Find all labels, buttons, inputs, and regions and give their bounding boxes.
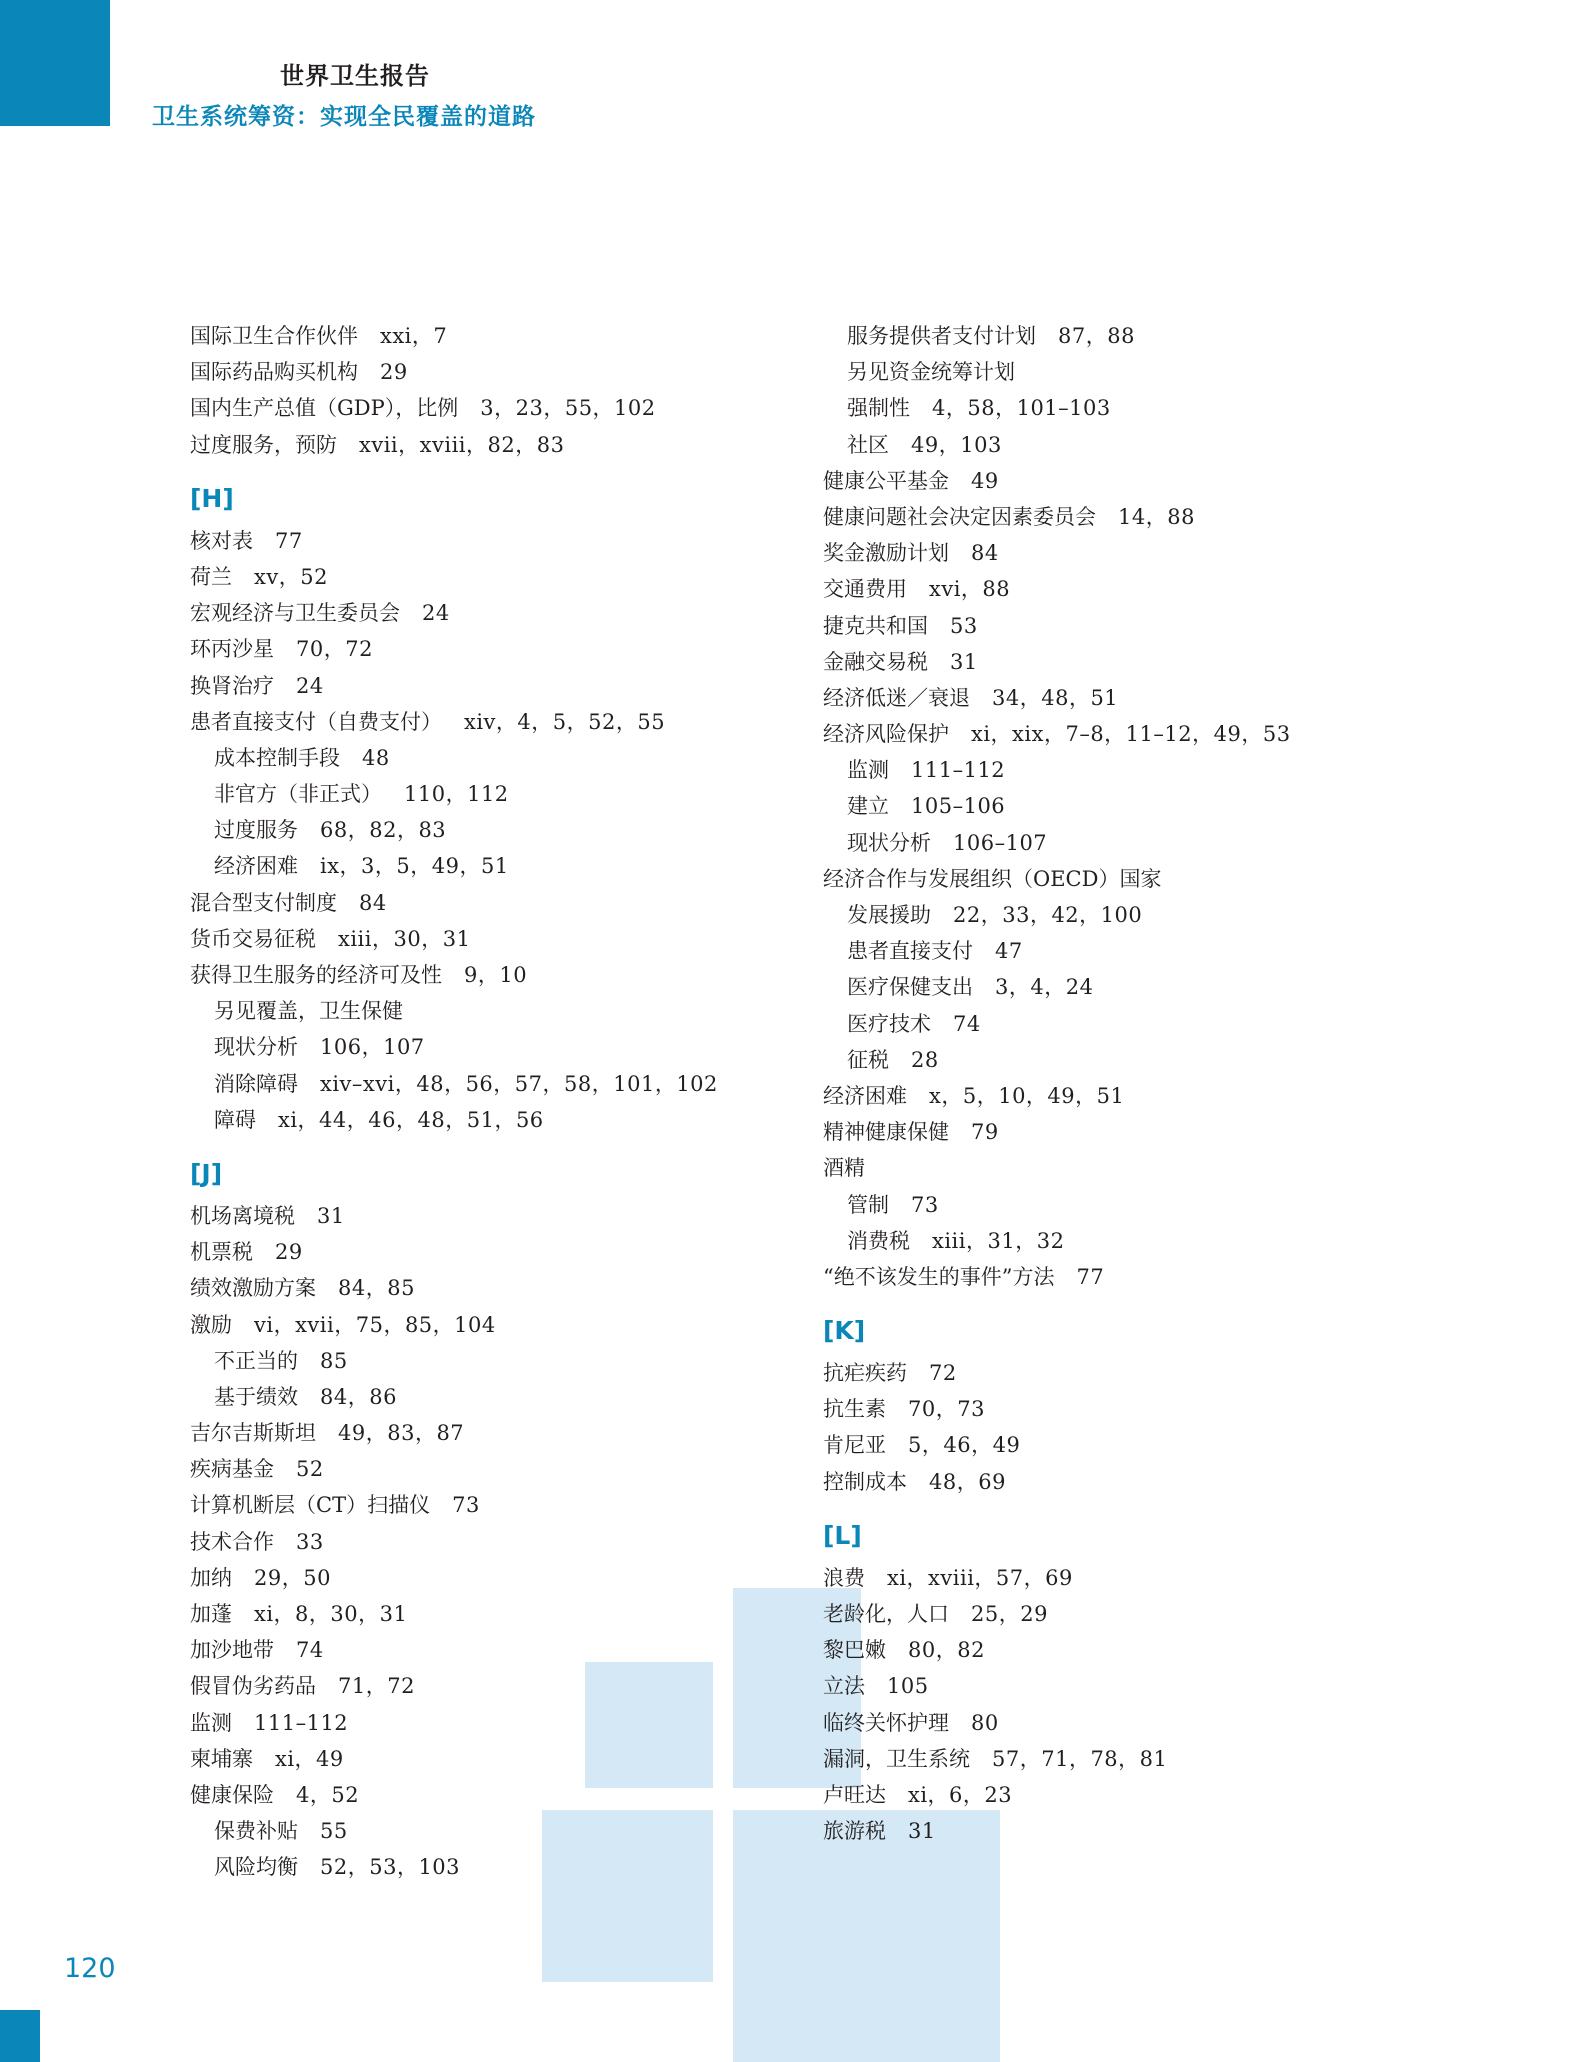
index-pages: 80 [971,1710,999,1735]
index-pages: 105–106 [911,794,1006,819]
index-term: 过度服务 [214,818,298,843]
index-pages: 4，58，101–103 [932,396,1111,421]
index-subentry [190,848,810,884]
index-term: 捷克共和国 [823,613,928,638]
index-pages: 34，48，51 [992,685,1119,710]
index-term: 黎巴嫩 [823,1638,886,1663]
index-term: 技术合作 [190,1529,274,1554]
index-term: 旅游税 [823,1819,886,1844]
index-term: 国内生产总值（GDP），比例 [190,396,459,421]
index-entry [823,1427,1443,1463]
index-term: 抗生素 [823,1397,886,1422]
index-column-left [190,318,810,1886]
index-term: 加纳 [190,1565,232,1590]
index-pages: xxi，7 [380,324,448,348]
index-entry [823,1596,1443,1632]
index-pages: 52 [296,1457,324,1482]
index-subentry [190,1849,810,1885]
index-pages: 84 [359,890,387,915]
index-term: 患者直接支付 [847,939,973,964]
index-term: 获得卫生服务的经济可及性 [190,963,442,987]
index-entry [190,921,810,957]
index-term: 过度服务，预防 [190,432,337,457]
index-entry [190,354,810,390]
index-pages: 25，29 [971,1602,1048,1626]
index-entry [823,571,1443,607]
index-pages: 49，83，87 [338,1421,465,1446]
index-entry [190,1415,810,1451]
index-pages: 53 [950,613,978,638]
index-subentry [823,1042,1443,1078]
index-term: 加沙地带 [190,1638,274,1663]
index-pages: 49，103 [911,432,1002,457]
index-pages: xi，xix，7–8，11–12，49，53 [971,722,1291,747]
index-term: 健康问题社会决定因素委员会 [823,504,1096,529]
index-entry [190,631,810,667]
index-pages: 70，73 [908,1397,985,1422]
index-entry [823,1668,1443,1704]
index-term: 卢旺达 [823,1782,886,1807]
index-term: 吉尔吉斯斯坦 [190,1421,316,1446]
index-pages: xv，52 [254,564,328,589]
index-subentry [823,390,1443,426]
index-pages: 77 [1076,1264,1105,1289]
index-subentry [823,969,1443,1005]
index-pages: 31 [950,649,978,674]
index-pages: xvii，xviii，82，83 [359,432,565,457]
index-subentry [823,933,1443,969]
index-entry [823,1560,1443,1596]
index-entry [190,1524,810,1560]
index-pages: 79 [971,1120,999,1145]
index-pages: 84，86 [320,1384,397,1409]
corner-accent-block [0,2010,40,2062]
index-entry [823,1391,1443,1427]
index-term: 混合型支付制度 [190,890,337,915]
index-term: 征税 [847,1047,889,1072]
index-pages: 55 [320,1819,348,1844]
index-entry [190,1451,810,1487]
index-entry [190,1705,810,1741]
index-pages: 87，88 [1058,324,1135,348]
index-entry [190,1596,810,1632]
index-subentry [823,788,1443,824]
index-term: 成本控制手段 [214,745,340,770]
index-pages: 57，71，78，81 [992,1746,1168,1771]
report-subtitle: 卫生系统筹资：实现全民覆盖的道路 [152,104,536,130]
index-subentry [823,427,1443,463]
index-term: 非官方（非正式） [214,782,382,807]
index-pages: ix，3，5，49，51 [320,854,509,879]
index-entry [823,1705,1443,1741]
index-pages: 29 [380,360,408,385]
index-pages: 85 [320,1348,348,1373]
index-entry [190,704,810,740]
index-entry [823,463,1443,499]
index-subentry [823,318,1443,354]
index-pages: 73 [911,1192,939,1217]
index-subentry [190,812,810,848]
index-pages: 49 [971,468,999,493]
index-term: 监测 [190,1710,232,1735]
index-term: 控制成本 [823,1469,907,1494]
index-term: 建立 [847,794,889,819]
index-term: 发展援助 [847,903,931,927]
index-entry [823,1741,1443,1777]
index-letter-heading: [K] [823,1316,866,1346]
index-column-right [823,318,1443,1849]
index-pages: 72 [929,1361,957,1386]
index-term: 绩效激励方案 [190,1276,316,1301]
index-entry [823,1114,1443,1150]
index-entry [190,523,810,559]
index-pages: xiv–xvi，48，56，57，58，101，102 [320,1071,718,1096]
index-pages: 29 [275,1240,303,1265]
index-pages: 111–112 [911,758,1006,783]
index-entry [823,1078,1443,1114]
index-term: 患者直接支付（自费支付） [190,709,442,734]
index-pages: 47 [995,939,1023,964]
index-pages: x，5，10，49，51 [929,1083,1125,1108]
index-term: 消费税 [847,1228,910,1253]
index-pages: 24 [296,673,324,698]
index-pages: 22，33，42，100 [953,903,1143,927]
index-term: 保费补贴 [214,1819,298,1844]
index-pages: 70，72 [296,637,373,662]
index-pages: 105 [887,1674,929,1699]
index-term: 经济合作与发展组织（OECD）国家 [823,866,1162,891]
index-pages: xi，49 [275,1746,344,1771]
index-pages: xiii，30，31 [338,926,471,951]
index-term: 另见覆盖，卫生保健 [214,999,403,1024]
index-term: 健康公平基金 [823,468,949,493]
index-term: 风险均衡 [214,1855,298,1880]
index-entry [823,644,1443,680]
index-pages: 68，82，83 [320,818,447,843]
index-term: 浪费 [823,1565,865,1590]
index-entry [190,1270,810,1306]
index-term: 核对表 [190,528,253,553]
index-pages: 74 [953,1011,981,1036]
index-entry [823,1813,1443,1849]
index-entry [190,1632,810,1668]
index-term: 另见资金统筹计划 [847,360,1015,385]
index-term: 经济风险保护 [823,722,949,747]
index-entry [823,716,1443,752]
index-entry [823,535,1443,571]
index-term: 精神健康保健 [823,1120,949,1145]
index-term: 金融交易税 [823,649,928,674]
index-subentry [190,1066,810,1102]
index-term: 管制 [847,1192,889,1217]
page-number: 120 [64,1953,116,1984]
index-pages: 73 [452,1493,480,1518]
index-entry [190,1668,810,1704]
index-entry [190,1777,810,1813]
index-entry [190,318,810,354]
index-pages: 84 [971,541,999,566]
index-term: 机场离境税 [190,1203,295,1228]
index-pages: 5，46，49 [908,1433,1021,1458]
index-entry [190,957,810,993]
index-term: 经济困难 [214,854,298,879]
index-entry [823,861,1443,897]
index-subentry [190,776,810,812]
index-subentry [190,993,810,1029]
index-term: 国际卫生合作伙伴 [190,324,358,348]
index-entry [190,1487,810,1523]
index-term: 货币交易征税 [190,926,316,951]
index-pages: 74 [296,1638,324,1663]
index-term: 换肾治疗 [190,673,274,698]
index-term: 环丙沙星 [190,637,274,662]
index-term: 柬埔寨 [190,1746,253,1771]
index-pages: 48，69 [929,1469,1006,1494]
index-term: 疾病基金 [190,1457,274,1482]
index-entry [190,1741,810,1777]
index-term: 现状分析 [214,1035,298,1060]
index-term: 消除障碍 [214,1071,298,1096]
index-entry [823,680,1443,716]
index-subentry [823,752,1443,788]
index-term: 立法 [823,1674,865,1699]
index-term: 健康保险 [190,1782,274,1807]
index-pages: xiii，31，32 [932,1228,1065,1253]
index-term: 现状分析 [847,830,931,855]
index-term: 强制性 [847,396,910,421]
index-pages: 106–107 [953,830,1048,855]
index-entry [823,1632,1443,1668]
index-subentry [190,1029,810,1065]
index-term: 奖金激励计划 [823,541,949,566]
index-subentry [823,354,1443,390]
index-term: 荷兰 [190,564,232,589]
index-entry [823,1464,1443,1500]
index-entry [190,885,810,921]
index-pages: 48 [362,745,390,770]
index-term: 服务提供者支付计划 [847,324,1036,348]
index-term: 医疗技术 [847,1011,931,1036]
index-letter-heading: [J] [190,1158,223,1188]
index-pages: 106，107 [320,1035,425,1060]
index-pages: 24 [422,601,450,626]
index-letter-heading: [L] [823,1520,862,1550]
index-term: 宏观经济与卫生委员会 [190,601,400,626]
index-pages: 52，53，103 [320,1855,461,1880]
index-term: 障碍 [214,1107,256,1132]
index-pages: 31 [317,1203,345,1228]
index-pages: 3，23，55，102 [480,396,656,421]
index-entry [190,1560,810,1596]
index-entry [190,668,810,704]
index-term: 抗疟疾药 [823,1361,907,1386]
index-term: 临终关怀护理 [823,1710,949,1735]
index-entry [190,1307,810,1343]
index-term: 不正当的 [214,1348,298,1373]
index-pages: 28 [911,1047,939,1072]
index-pages: 9，10 [464,963,528,987]
index-subentry [823,1006,1443,1042]
index-letter-heading: [H] [190,483,234,513]
index-pages: 4，52 [296,1782,360,1807]
index-term: 国际药品购买机构 [190,360,358,385]
index-term: 激励 [190,1312,232,1337]
index-pages: xi，6，23 [908,1782,1013,1807]
index-term: 机票税 [190,1240,253,1265]
index-subentry [823,897,1443,933]
index-term: 交通费用 [823,577,907,602]
report-title: 世界卫生报告 [280,61,430,90]
index-entry [190,1234,810,1270]
index-entry [190,427,810,463]
index-term: 漏洞，卫生系统 [823,1746,970,1771]
index-pages: 110，112 [404,782,509,807]
index-term: 经济困难 [823,1083,907,1108]
index-term: 加蓬 [190,1602,232,1626]
index-term: 经济低迷／衰退 [823,685,970,710]
index-subentry [823,1187,1443,1223]
index-pages: 111–112 [254,1710,349,1735]
index-term: “绝不该发生的事件”方法 [823,1264,1055,1289]
index-term: 老龄化，人口 [823,1602,949,1626]
index-subentry [190,1379,810,1415]
index-subentry [190,740,810,776]
index-term: 计算机断层（CT）扫描仪 [190,1493,431,1518]
index-term: 基于绩效 [214,1384,298,1409]
corner-accent-block [0,0,110,126]
index-subentry [823,825,1443,861]
index-pages: xi，44，46，48，51，56 [278,1107,544,1132]
index-entry [190,595,810,631]
index-term: 医疗保健支出 [847,975,973,1000]
index-entry [190,390,810,426]
index-pages: 33 [296,1529,324,1554]
index-entry [823,608,1443,644]
index-pages: xiv，4，5，52，55 [464,709,666,734]
index-entry [823,1150,1443,1186]
index-pages: xi，xviii，57，69 [887,1565,1073,1590]
index-subentry [190,1813,810,1849]
index-term: 假冒伪劣药品 [190,1674,316,1699]
index-pages: vi，xvii，75，85，104 [254,1312,496,1337]
index-subentry [190,1102,810,1138]
index-pages: 77 [275,528,303,553]
index-pages: 71，72 [338,1674,415,1699]
index-entry [823,1355,1443,1391]
index-term: 社区 [847,432,889,457]
index-entry [190,559,810,595]
index-pages: 29，50 [254,1565,331,1590]
index-subentry [190,1343,810,1379]
index-term: 肯尼亚 [823,1433,886,1458]
index-pages: 3，4，24 [995,975,1094,1000]
index-pages: 84，85 [338,1276,415,1301]
index-pages: 14，88 [1118,504,1195,529]
index-pages: xi，8，30，31 [254,1602,408,1626]
index-term: 监测 [847,758,889,783]
index-entry [823,1777,1443,1813]
index-subentry [823,1223,1443,1259]
index-entry [823,1259,1443,1295]
index-pages: 31 [908,1819,936,1844]
index-pages: 80，82 [908,1638,985,1663]
index-entry [823,499,1443,535]
index-entry [190,1198,810,1234]
index-term: 酒精 [823,1156,865,1181]
index-pages: xvi，88 [929,577,1011,602]
